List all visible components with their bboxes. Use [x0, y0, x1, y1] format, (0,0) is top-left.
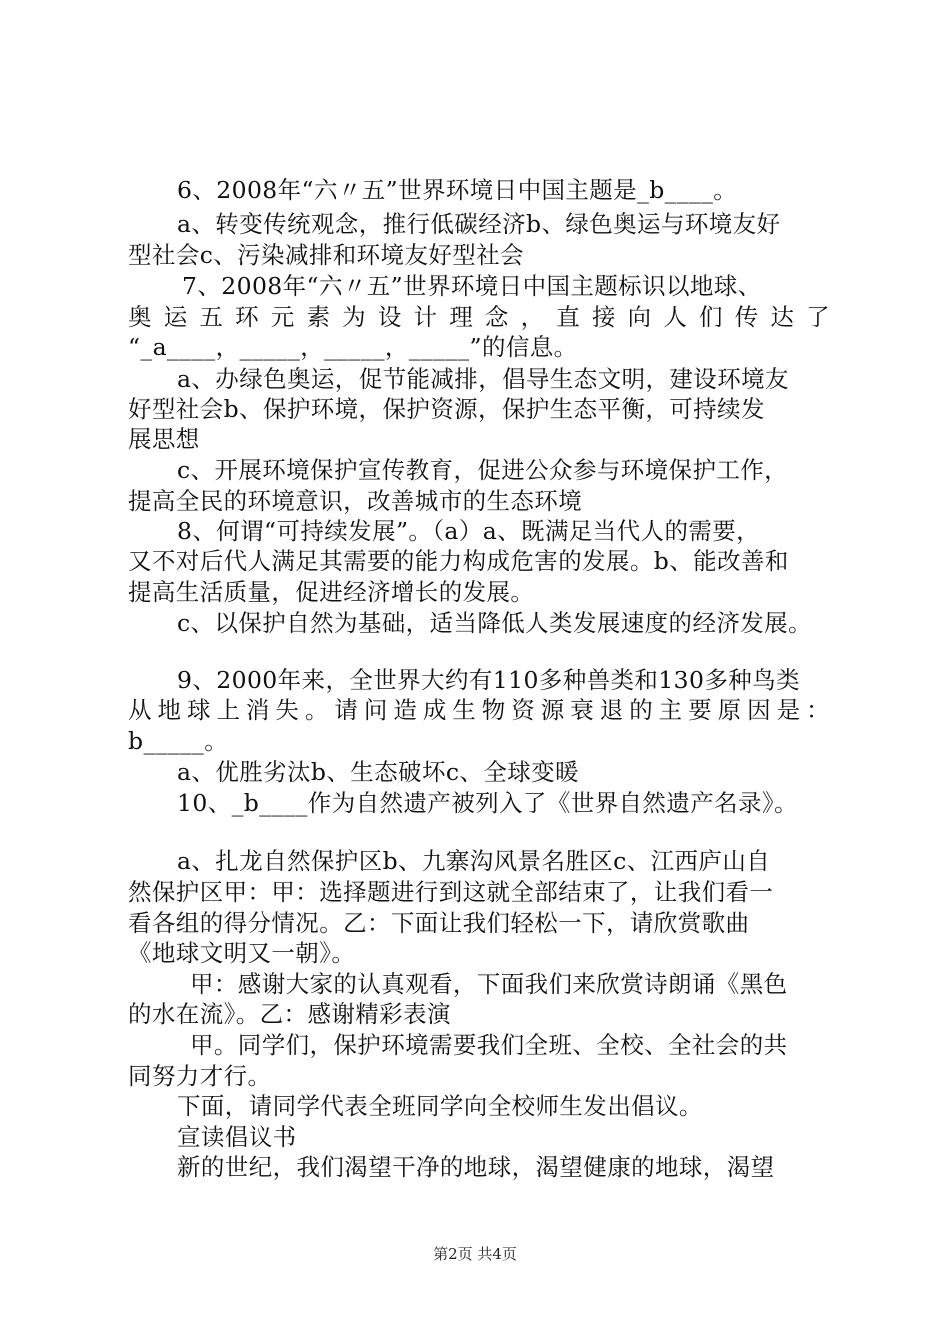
text-line: 提高全民的环境意识，改善城市的生态环境 [128, 487, 583, 515]
text-line: 型社会c、污染减排和环境友好型社会 [128, 241, 524, 269]
text-line: 同努力才行。 [128, 1062, 272, 1090]
text-line: 9、2000年来，全世界大约有110多种兽类和130多种鸟类 [177, 666, 800, 694]
text-line: 宣读倡议书 [177, 1123, 297, 1151]
text-line: 新的世纪，我们渴望干净的地球，渴望健康的地球，渴望 [177, 1153, 775, 1181]
text-line: b_____。 [128, 727, 229, 755]
text-line: 10、_b____作为自然遗产被列入了《世界自然遗产名录》。 [177, 789, 798, 817]
text-line: 7、2008年“六〃五”世界环境日中国主题标识以地球、 [182, 272, 762, 300]
text-line: 甲：感谢大家的认真观看，下面我们来欣赏诗朗诵《黑色 [190, 970, 788, 998]
page-footer: 第2页 共4页 [433, 1245, 517, 1263]
text-line: a、扎龙自然保护区b、九寨沟风景名胜区c、江西庐山自 [177, 847, 771, 875]
text-line: 展思想 [128, 425, 200, 453]
text-line: c、以保护自然为基础，适当降低人类发展速度的经济发展。 [177, 609, 812, 637]
text-line: 看各组的得分情况。乙：下面让我们轻松一下，请欣赏歌曲 [128, 909, 750, 937]
text-line: 下面，请同学代表全班同学向全校师生发出倡议。 [177, 1092, 703, 1120]
text-line: 《地球文明又一朝》。 [128, 939, 356, 967]
text-line: “_a____，_____，_____，_____”的信息。 [128, 333, 578, 361]
text-line: c、开展环境保护宣传教育，促进公众参与环境保护工作， [177, 456, 789, 484]
text-line: 提高生活质量，促进经济增长的发展。 [128, 578, 535, 606]
text-line: 然保护区甲：甲：选择题进行到这就全部结束了，让我们看一 [128, 878, 774, 906]
text-line: 奥运五环元素为设计理念，直接向人们传达了 [128, 303, 830, 331]
text-line: 6、2008年“六〃五”世界环境日中国主题是_b____。 [177, 176, 738, 204]
text-line: 8、何谓“可持续发展”。（a）a、既满足当代人的需要， [177, 517, 761, 545]
text-line: a、办绿色奥运，促节能减排，倡导生态文明，建设环境友 [177, 365, 789, 393]
text-line: 甲。同学们，保护环境需要我们全班、全校、全社会的共 [190, 1031, 788, 1059]
text-line: 从地球上消失。请问造成生物资源衰退的主要原因是： [128, 696, 830, 724]
text-line: a、转变传统观念，推行低碳经济b、绿色奥运与环境友好 [177, 210, 781, 238]
text-line: a、优胜劣汰b、生态破坏c、全球变暖 [177, 758, 579, 786]
text-line: 又不对后代人满足其需要的能力构成危害的发展。b、能改善和 [128, 547, 789, 575]
text-line: 的水在流》。乙：感谢精彩表演 [128, 1000, 451, 1028]
text-line: 好型社会b、保护环境，保护资源，保护生态平衡，可持续发 [128, 395, 765, 423]
